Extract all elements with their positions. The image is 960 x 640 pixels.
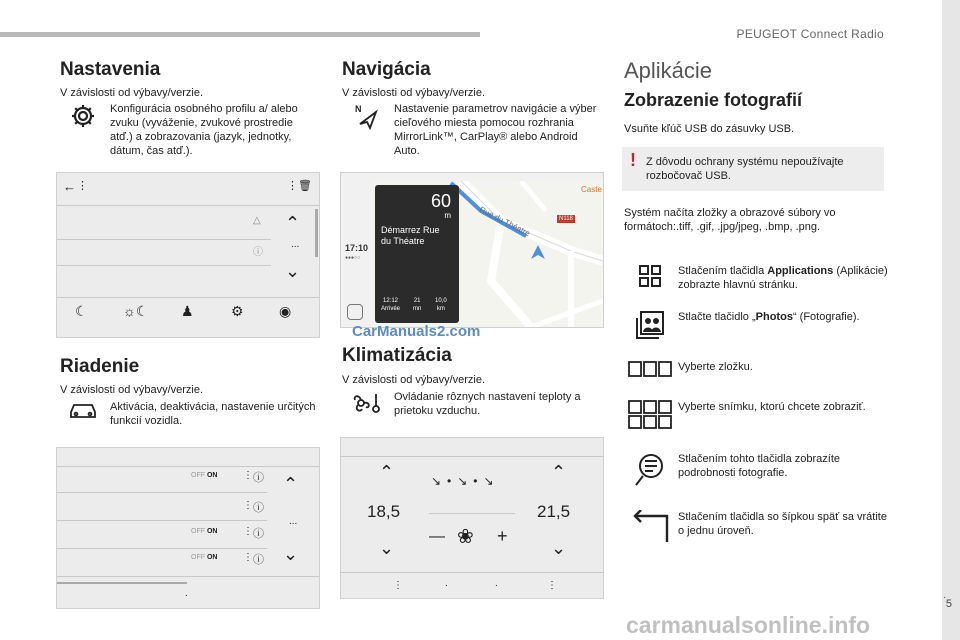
clock-label: 17:10: [345, 243, 369, 253]
navigacia-desc-row: [340, 102, 602, 158]
page-edge-strip: [942, 0, 960, 640]
car-icon: [56, 400, 110, 420]
svg-text:N: N: [355, 104, 362, 114]
profile-icon[interactable]: ♟: [181, 303, 194, 319]
menu-dots-icon[interactable]: ⋮: [77, 180, 88, 192]
page-dot: .: [495, 578, 498, 589]
section-title-klimatizacia: Klimatizácia: [342, 345, 452, 366]
climate-screen-mock: [340, 437, 604, 599]
step-row: [622, 400, 888, 442]
chevron-up-icon[interactable]: ⌃: [283, 474, 299, 494]
page-dot: .: [185, 588, 188, 599]
fan-minus-icon[interactable]: —: [429, 528, 445, 545]
top-rule: [0, 32, 480, 37]
remaining-min: 21 mn: [413, 298, 422, 312]
air-distribution-icon[interactable]: ↘•↘•↘: [431, 474, 500, 488]
gear-icon[interactable]: ⚙: [231, 303, 244, 319]
step-row: [622, 452, 888, 500]
folders-icon: [622, 360, 678, 378]
step-row: [622, 360, 888, 390]
info-icon: ⓘ: [253, 247, 263, 258]
navigacia-desc: Nastavenie parametrov navigácie a výber cieľového miesta pomocou rozhrania MirrorLink™, CarPlay® alebo Android Auto.: [394, 103, 597, 157]
menu-dots-icon[interactable]: ⋮: [393, 580, 403, 591]
page-marker: .: [943, 590, 946, 601]
riadenie-desc-row: [56, 400, 318, 428]
step-text: Vyberte zložku.: [678, 361, 753, 373]
watermark-carmanualsonline: carmanualsonline.info: [626, 612, 871, 638]
driving-screen-mock: [56, 447, 320, 609]
header-brand: PEUGEOT Connect Radio: [736, 27, 884, 41]
nastavenia-intro: V závislosti od výbavy/verzie.: [60, 87, 204, 99]
info-icon[interactable]: ⓘ: [253, 554, 264, 566]
navigation-icon: [340, 102, 394, 130]
menu-dots-icon[interactable]: ⋮: [547, 580, 557, 591]
chevron-down-icon[interactable]: ⌄: [285, 261, 301, 281]
step-row: [622, 264, 888, 300]
riadenie-desc: Aktivácia, deaktivácia, nastavenie určitých funkcií vozidla.: [110, 401, 316, 427]
home-button-icon[interactable]: [347, 304, 363, 320]
menu-dots-icon[interactable]: ⋮: [243, 552, 253, 563]
more-dots: ...: [291, 239, 300, 250]
toggle-switch[interactable]: OFF ON: [191, 554, 218, 561]
aplikacie-formats: Systém načíta zložky a obrazové súbory vo formátoch:.tiff, .gif, .jpg/jpeg, .bmp, .png.: [624, 207, 836, 233]
fan-icon: ❀: [457, 526, 474, 548]
gear-icon: [56, 102, 110, 130]
info-icon[interactable]: ⓘ: [253, 472, 264, 484]
menu-dots-icon[interactable]: ⋮: [243, 526, 253, 537]
navigacia-intro: V závislosti od výbavy/verzie.: [342, 87, 486, 99]
chevron-down-icon[interactable]: ⌄: [283, 544, 299, 564]
remaining-km: 10,0 km: [435, 298, 447, 312]
fan-plus-icon[interactable]: +: [497, 526, 508, 546]
brightness-icon[interactable]: ☼☾: [123, 303, 149, 319]
trash-icon[interactable]: 🗑: [298, 180, 312, 192]
usb-warning-text: Z dôvodu ochrany systému nepoužívajte rozbočovač USB.: [646, 156, 844, 182]
klimatizacia-desc-row: [340, 390, 602, 418]
road-badge: N118: [559, 216, 573, 222]
menu-dots-icon[interactable]: ⋮: [243, 500, 253, 511]
turn-distance-unit: m: [444, 211, 451, 220]
signal-dots: ●●●○○: [345, 255, 361, 261]
steps-list: [622, 264, 888, 560]
step-text: Stlačením tohto tlačidla zobrazíte podrobnosti fotografie.: [678, 453, 841, 479]
subsection-title-photos: Zobrazenie fotografií: [624, 90, 803, 110]
toggle-switch[interactable]: OFF ON: [191, 472, 218, 479]
turn-instruction: Démarrez Rue du Théatre: [381, 225, 440, 246]
details-icon: [622, 452, 678, 488]
temperature-right[interactable]: 21,5: [537, 502, 571, 521]
back-arrow-icon: [622, 510, 678, 544]
menu-dots-icon[interactable]: ⋮: [243, 470, 253, 481]
page-number: 5: [945, 598, 952, 610]
watermark-carmanuals2: CarManuals2.com: [352, 323, 481, 340]
info-icon[interactable]: ⓘ: [253, 502, 264, 514]
back-arrow-icon[interactable]: ←: [63, 179, 76, 194]
section-title-riadenie: Riadenie: [60, 356, 140, 377]
step-row: [622, 510, 888, 550]
aplikacie-intro: Vsuňte kľúč USB do zásuvky USB.: [624, 123, 795, 135]
toggle-switch[interactable]: OFF ON: [191, 528, 218, 535]
info-icon[interactable]: ⓘ: [253, 528, 264, 540]
usb-warning: [622, 147, 884, 191]
step-row: [622, 310, 888, 350]
settings-screen-mock: [56, 172, 320, 338]
more-dots: ...: [289, 516, 298, 527]
street-label: Rue du Théatre: [477, 204, 532, 239]
riadenie-intro: V závislosti od výbavy/verzie.: [60, 384, 204, 396]
step-text: Vyberte snímku, ktorú chcete zobraziť.: [678, 401, 866, 413]
section-title-navigacia: Navigácia: [342, 59, 431, 80]
chevron-up-icon[interactable]: ⌃: [379, 462, 395, 482]
chevron-down-icon[interactable]: ⌄: [551, 538, 567, 558]
navigation-screen-mock: [340, 172, 604, 328]
moon-icon[interactable]: ☾: [75, 303, 88, 319]
nastavenia-desc: Konfigurácia osobného profilu a/ alebo zvuku (vyváženie, zvukové prostredie atď.) a zobrazovania (jazyk, jednotky, dátum, čas atď.).: [110, 103, 298, 157]
arrival-time: 12:12 Arrivée: [381, 298, 401, 312]
thumbnails-icon: [622, 400, 678, 430]
location-icon[interactable]: ◉: [279, 303, 292, 319]
nastavenia-desc-row: [56, 102, 318, 158]
climate-icon: [340, 390, 394, 416]
chevron-up-icon[interactable]: ⌃: [285, 213, 301, 233]
chevron-down-icon[interactable]: ⌄: [379, 538, 395, 558]
step-text: Stlačte tlačidlo „Photos“ (Fotografie).: [678, 311, 860, 323]
step-text: Stlačením tlačidla so šípkou späť sa vrátite o jednu úroveň.: [678, 511, 887, 537]
klimatizacia-desc: Ovládanie rôznych nastavení teploty a prietoku vzduchu.: [394, 391, 581, 417]
applications-grid-icon: [622, 264, 678, 288]
turn-distance: 60: [430, 191, 451, 211]
warning-triangle-icon: △: [253, 215, 261, 226]
page-dot: .: [445, 578, 448, 589]
step-text: Stlačením tlačidla Applications (Aplikácie) zobrazte hlavnú stránku.: [678, 265, 888, 291]
section-title-aplikacie: Aplikácie: [624, 58, 713, 83]
warning-icon: !: [630, 150, 636, 170]
photos-icon: [622, 310, 678, 340]
chevron-up-icon[interactable]: ⌃: [551, 462, 567, 482]
menu-dots-icon[interactable]: ⋮: [287, 180, 298, 192]
temperature-left[interactable]: 18,5: [367, 502, 401, 521]
section-title-nastavenia: Nastavenia: [60, 59, 161, 80]
klimatizacia-intro: V závislosti od výbavy/verzie.: [342, 374, 486, 386]
map-corner-label: Caste: [581, 185, 602, 194]
guidance-panel: [375, 185, 459, 323]
